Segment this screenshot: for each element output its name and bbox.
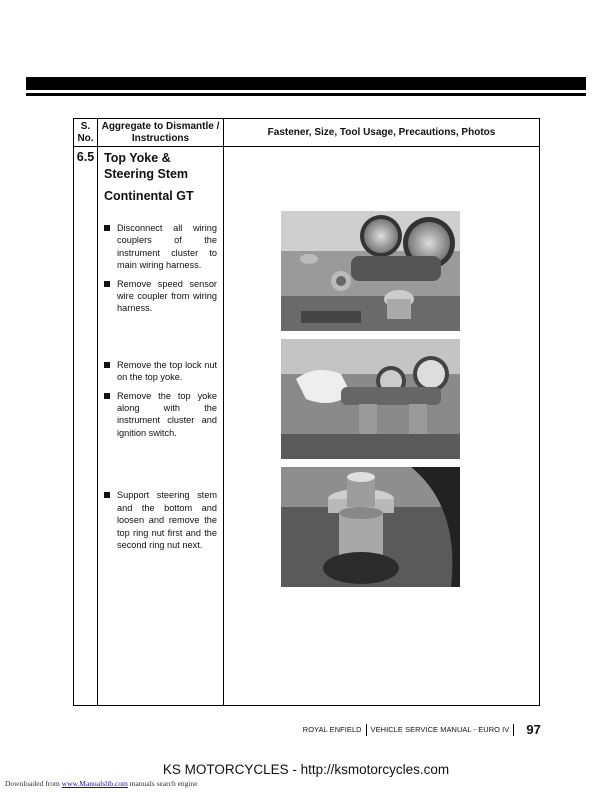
footer-brand: ROYAL ENFIELD (302, 725, 362, 734)
header-sno: S. No. (74, 119, 98, 147)
header-thick-rule (26, 77, 586, 90)
square-bullet-icon (104, 362, 110, 368)
header-thin-rule (26, 93, 586, 96)
step-item: Disconnect all wiring couplers of the instrument cluster to main wiring harness. (104, 222, 217, 272)
page-footer (303, 722, 541, 737)
header-aggregate: Aggregate to Dismantle / Instructions (98, 119, 224, 147)
page-number: 97 (526, 722, 541, 737)
square-bullet-icon (104, 393, 110, 399)
download-note: Downloaded from www.Manualslib.com manuals search engine (5, 779, 198, 788)
square-bullet-icon (104, 492, 110, 498)
footer-separator (366, 724, 367, 736)
square-bullet-icon (104, 225, 110, 231)
step-item: Remove speed sensor wire coupler from wiring harness. (104, 278, 217, 315)
instructions-cell (98, 147, 224, 706)
step-item: Remove the top yoke along with the instrument cluster and ignition switch. (104, 390, 217, 440)
section-title: Top Yoke & Steering Stem (104, 151, 189, 181)
instrument-cluster-photo (281, 211, 460, 331)
manualslib-link[interactable]: www.Manualslib.com (61, 779, 128, 788)
model-name: Continental GT (104, 189, 194, 203)
header-fastener: Fastener, Size, Tool Usage, Precautions, Photos (224, 119, 540, 147)
step-item: Remove the top lock nut on the top yoke. (104, 359, 217, 384)
step-item: Support steering stem and the bottom and loosen and remove the top ring nut first and the second ring nut next. (104, 489, 217, 551)
square-bullet-icon (104, 281, 110, 287)
top-yoke-removal-photo (281, 339, 460, 459)
footer-separator (513, 724, 514, 736)
ks-watermark: KS MOTORCYCLES - http://ksmotorcycles.com (162, 762, 450, 777)
footer-manual-title: VEHICLE SERVICE MANUAL - EURO IV (370, 725, 510, 734)
steering-stem-ring-nut-photo (281, 467, 460, 587)
row-sno: 6.5 (74, 147, 98, 706)
